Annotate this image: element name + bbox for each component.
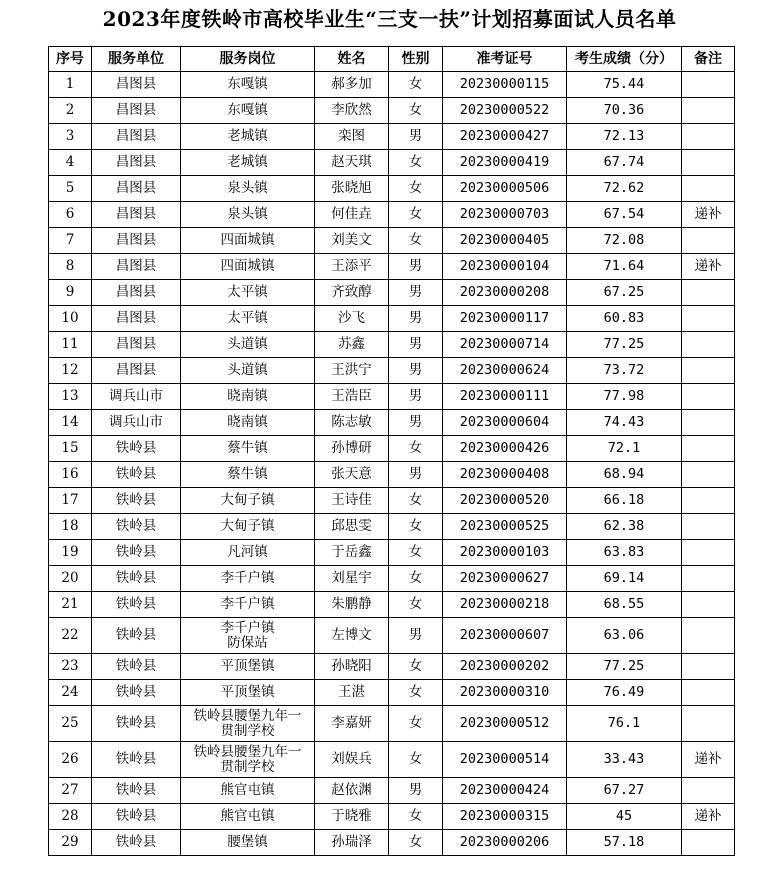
cell-post: 平顶堡镇 [181, 680, 315, 706]
cell-gender: 女 [389, 98, 443, 124]
cell-no: 18 [49, 514, 92, 540]
cell-name: 张天意 [315, 462, 389, 488]
table-row [49, 150, 735, 176]
cell-unit: 昌图县 [92, 72, 181, 98]
cell-unit: 铁岭县 [92, 654, 181, 680]
cell-no: 3 [49, 124, 92, 150]
cell-name: 孙瑞泽 [315, 830, 389, 856]
cell-gender: 女 [389, 150, 443, 176]
cell-score: 62.38 [567, 514, 682, 540]
cell-score: 72.1 [567, 436, 682, 462]
cell-post: 铁岭县腰堡九年一 贯制学校 [181, 742, 315, 778]
cell-gender: 女 [389, 680, 443, 706]
cell-no: 1 [49, 72, 92, 98]
table-body [49, 72, 735, 856]
cell-score: 72.08 [567, 228, 682, 254]
cell-exam-id: 20230000512 [443, 706, 567, 742]
cell-score: 66.18 [567, 488, 682, 514]
table-row [49, 804, 735, 830]
table-row [49, 566, 735, 592]
table-row [49, 618, 735, 654]
table-row [49, 488, 735, 514]
cell-note: 递补 [682, 742, 735, 778]
cell-gender: 女 [389, 514, 443, 540]
cell-note [682, 488, 735, 514]
cell-post: 四面城镇 [181, 254, 315, 280]
cell-score: 70.36 [567, 98, 682, 124]
cell-gender: 女 [389, 706, 443, 742]
cell-unit: 昌图县 [92, 176, 181, 202]
table-row [49, 254, 735, 280]
cell-no: 4 [49, 150, 92, 176]
cell-score: 60.83 [567, 306, 682, 332]
cell-exam-id: 20230000627 [443, 566, 567, 592]
cell-post: 头道镇 [181, 332, 315, 358]
cell-name: 栾图 [315, 124, 389, 150]
cell-unit: 铁岭县 [92, 462, 181, 488]
cell-unit: 铁岭县 [92, 778, 181, 804]
cell-gender: 男 [389, 306, 443, 332]
table-row [49, 384, 735, 410]
cell-unit: 铁岭县 [92, 566, 181, 592]
cell-score: 71.64 [567, 254, 682, 280]
cell-exam-id: 20230000315 [443, 804, 567, 830]
cell-note [682, 706, 735, 742]
cell-score: 72.62 [567, 176, 682, 202]
cell-unit: 铁岭县 [92, 618, 181, 654]
cell-post: 蔡牛镇 [181, 462, 315, 488]
table-row [49, 706, 735, 742]
cell-gender: 女 [389, 804, 443, 830]
cell-post: 铁岭县腰堡九年一 贯制学校 [181, 706, 315, 742]
cell-no: 22 [49, 618, 92, 654]
cell-unit: 昌图县 [92, 358, 181, 384]
cell-post: 李千户镇 防保站 [181, 618, 315, 654]
table-row [49, 332, 735, 358]
cell-exam-id: 20230000310 [443, 680, 567, 706]
cell-exam-id: 20230000208 [443, 280, 567, 306]
cell-name: 李欣然 [315, 98, 389, 124]
cell-score: 77.25 [567, 654, 682, 680]
cell-gender: 女 [389, 72, 443, 98]
cell-note [682, 228, 735, 254]
cell-name: 沙飞 [315, 306, 389, 332]
cell-post: 大甸子镇 [181, 514, 315, 540]
cell-score: 67.27 [567, 778, 682, 804]
cell-post: 李千户镇 [181, 592, 315, 618]
table-row [49, 514, 735, 540]
table-row [49, 436, 735, 462]
cell-no: 21 [49, 592, 92, 618]
table-row [49, 280, 735, 306]
cell-note [682, 540, 735, 566]
cell-name: 刘星宇 [315, 566, 389, 592]
cell-name: 齐致醇 [315, 280, 389, 306]
cell-unit: 铁岭县 [92, 592, 181, 618]
cell-no: 14 [49, 410, 92, 436]
cell-exam-id: 20230000506 [443, 176, 567, 202]
cell-name: 王诗佳 [315, 488, 389, 514]
cell-exam-id: 20230000115 [443, 72, 567, 98]
cell-unit: 铁岭县 [92, 830, 181, 856]
cell-no: 8 [49, 254, 92, 280]
cell-exam-id: 20230000117 [443, 306, 567, 332]
cell-score: 57.18 [567, 830, 682, 856]
cell-no: 26 [49, 742, 92, 778]
cell-gender: 男 [389, 280, 443, 306]
cell-note [682, 618, 735, 654]
cell-no: 12 [49, 358, 92, 384]
cell-exam-id: 20230000520 [443, 488, 567, 514]
column-header-exam-id: 准考证号 [443, 47, 567, 72]
cell-gender: 女 [389, 202, 443, 228]
cell-name: 于晓雅 [315, 804, 389, 830]
cell-score: 67.25 [567, 280, 682, 306]
table-row [49, 680, 735, 706]
cell-exam-id: 20230000522 [443, 98, 567, 124]
cell-no: 28 [49, 804, 92, 830]
page-title: 2023年度铁岭市高校毕业生“三支一扶”计划招募面试人员名单 [102, 7, 677, 31]
cell-no: 16 [49, 462, 92, 488]
cell-name: 陈志敏 [315, 410, 389, 436]
cell-name: 王添平 [315, 254, 389, 280]
cell-name: 郝多加 [315, 72, 389, 98]
cell-exam-id: 20230000703 [443, 202, 567, 228]
cell-gender: 男 [389, 410, 443, 436]
cell-unit: 昌图县 [92, 124, 181, 150]
column-header-note: 备注 [682, 47, 735, 72]
cell-unit: 调兵山市 [92, 410, 181, 436]
cell-note [682, 654, 735, 680]
cell-exam-id: 20230000218 [443, 592, 567, 618]
cell-name: 于岳鑫 [315, 540, 389, 566]
cell-note: 递补 [682, 254, 735, 280]
cell-name: 何佳垚 [315, 202, 389, 228]
cell-gender: 男 [389, 358, 443, 384]
cell-name: 赵依渊 [315, 778, 389, 804]
cell-unit: 铁岭县 [92, 706, 181, 742]
cell-note [682, 680, 735, 706]
cell-name: 朱鹏静 [315, 592, 389, 618]
cell-gender: 女 [389, 540, 443, 566]
cell-unit: 铁岭县 [92, 742, 181, 778]
cell-post: 腰堡镇 [181, 830, 315, 856]
cell-exam-id: 20230000714 [443, 332, 567, 358]
table-row [49, 462, 735, 488]
table-row [49, 124, 735, 150]
cell-gender: 男 [389, 462, 443, 488]
cell-gender: 男 [389, 618, 443, 654]
table-row [49, 358, 735, 384]
cell-post: 晓南镇 [181, 384, 315, 410]
table-row [49, 306, 735, 332]
table-row [49, 778, 735, 804]
table-row [49, 830, 735, 856]
cell-gender: 男 [389, 124, 443, 150]
cell-unit: 昌图县 [92, 150, 181, 176]
cell-post: 李千户镇 [181, 566, 315, 592]
cell-gender: 女 [389, 488, 443, 514]
cell-note [682, 72, 735, 98]
cell-no: 19 [49, 540, 92, 566]
cell-no: 7 [49, 228, 92, 254]
cell-post: 平顶堡镇 [181, 654, 315, 680]
cell-gender: 女 [389, 566, 443, 592]
cell-unit: 铁岭县 [92, 436, 181, 462]
cell-post: 头道镇 [181, 358, 315, 384]
cell-post: 四面城镇 [181, 228, 315, 254]
cell-note [682, 592, 735, 618]
table-row [49, 72, 735, 98]
cell-exam-id: 20230000206 [443, 830, 567, 856]
cell-no: 17 [49, 488, 92, 514]
cell-name: 邱思雯 [315, 514, 389, 540]
cell-score: 73.72 [567, 358, 682, 384]
cell-post: 大甸子镇 [181, 488, 315, 514]
cell-gender: 男 [389, 778, 443, 804]
table-row [49, 540, 735, 566]
cell-note [682, 778, 735, 804]
cell-note [682, 410, 735, 436]
cell-unit: 昌图县 [92, 98, 181, 124]
cell-no: 5 [49, 176, 92, 202]
cell-score: 77.25 [567, 332, 682, 358]
cell-exam-id: 20230000408 [443, 462, 567, 488]
cell-score: 76.1 [567, 706, 682, 742]
cell-score: 76.49 [567, 680, 682, 706]
cell-post: 老城镇 [181, 124, 315, 150]
column-header-post: 服务岗位 [181, 47, 315, 72]
cell-note [682, 98, 735, 124]
cell-unit: 铁岭县 [92, 804, 181, 830]
cell-unit: 铁岭县 [92, 680, 181, 706]
cell-exam-id: 20230000604 [443, 410, 567, 436]
cell-unit: 铁岭县 [92, 514, 181, 540]
cell-score: 67.74 [567, 150, 682, 176]
cell-gender: 女 [389, 654, 443, 680]
cell-gender: 男 [389, 332, 443, 358]
table-row [49, 98, 735, 124]
cell-post: 凡河镇 [181, 540, 315, 566]
cell-no: 11 [49, 332, 92, 358]
cell-score: 74.43 [567, 410, 682, 436]
cell-exam-id: 20230000202 [443, 654, 567, 680]
cell-name: 孙晓阳 [315, 654, 389, 680]
cell-score: 63.83 [567, 540, 682, 566]
cell-note [682, 436, 735, 462]
cell-no: 13 [49, 384, 92, 410]
cell-exam-id: 20230000419 [443, 150, 567, 176]
column-header-no: 序号 [49, 47, 92, 72]
cell-exam-id: 20230000624 [443, 358, 567, 384]
cell-note [682, 332, 735, 358]
cell-post: 泉头镇 [181, 176, 315, 202]
cell-exam-id: 20230000103 [443, 540, 567, 566]
cell-post: 老城镇 [181, 150, 315, 176]
cell-note [682, 176, 735, 202]
cell-post: 晓南镇 [181, 410, 315, 436]
cell-unit: 昌图县 [92, 280, 181, 306]
cell-post: 熊官屯镇 [181, 804, 315, 830]
cell-no: 10 [49, 306, 92, 332]
cell-gender: 女 [389, 830, 443, 856]
cell-exam-id: 20230000427 [443, 124, 567, 150]
cell-unit: 调兵山市 [92, 384, 181, 410]
table-row [49, 202, 735, 228]
cell-name: 王湛 [315, 680, 389, 706]
cell-gender: 女 [389, 436, 443, 462]
cell-name: 李嘉妍 [315, 706, 389, 742]
cell-name: 苏鑫 [315, 332, 389, 358]
table-row [49, 742, 735, 778]
cell-name: 刘娱兵 [315, 742, 389, 778]
cell-note: 递补 [682, 202, 735, 228]
cell-gender: 女 [389, 228, 443, 254]
cell-score: 45 [567, 804, 682, 830]
cell-name: 刘美文 [315, 228, 389, 254]
cell-note [682, 280, 735, 306]
cell-post: 蔡牛镇 [181, 436, 315, 462]
cell-exam-id: 20230000104 [443, 254, 567, 280]
cell-gender: 女 [389, 592, 443, 618]
cell-no: 29 [49, 830, 92, 856]
cell-gender: 女 [389, 742, 443, 778]
cell-score: 63.06 [567, 618, 682, 654]
cell-post: 东嘎镇 [181, 98, 315, 124]
cell-no: 6 [49, 202, 92, 228]
cell-note [682, 384, 735, 410]
cell-name: 王浩臣 [315, 384, 389, 410]
cell-no: 27 [49, 778, 92, 804]
cell-no: 24 [49, 680, 92, 706]
cell-note [682, 358, 735, 384]
cell-post: 泉头镇 [181, 202, 315, 228]
cell-no: 2 [49, 98, 92, 124]
cell-score: 68.55 [567, 592, 682, 618]
cell-no: 25 [49, 706, 92, 742]
cell-gender: 男 [389, 384, 443, 410]
cell-note [682, 566, 735, 592]
cell-score: 75.44 [567, 72, 682, 98]
cell-no: 9 [49, 280, 92, 306]
table-row [49, 592, 735, 618]
cell-note [682, 462, 735, 488]
cell-exam-id: 20230000424 [443, 778, 567, 804]
cell-score: 72.13 [567, 124, 682, 150]
cell-note [682, 150, 735, 176]
cell-exam-id: 20230000607 [443, 618, 567, 654]
cell-name: 孙博研 [315, 436, 389, 462]
interview-roster-table [48, 46, 735, 856]
cell-note: 递补 [682, 804, 735, 830]
cell-unit: 昌图县 [92, 332, 181, 358]
cell-post: 太平镇 [181, 280, 315, 306]
cell-unit: 昌图县 [92, 202, 181, 228]
column-header-score: 考生成绩（分） [567, 47, 682, 72]
cell-score: 33.43 [567, 742, 682, 778]
cell-name: 左博文 [315, 618, 389, 654]
cell-name: 赵天琪 [315, 150, 389, 176]
cell-unit: 铁岭县 [92, 488, 181, 514]
cell-exam-id: 20230000405 [443, 228, 567, 254]
cell-gender: 女 [389, 176, 443, 202]
cell-exam-id: 20230000525 [443, 514, 567, 540]
table-row [49, 654, 735, 680]
column-header-name: 姓名 [315, 47, 389, 72]
cell-unit: 昌图县 [92, 306, 181, 332]
cell-exam-id: 20230000514 [443, 742, 567, 778]
cell-exam-id: 20230000426 [443, 436, 567, 462]
column-header-unit: 服务单位 [92, 47, 181, 72]
cell-no: 20 [49, 566, 92, 592]
table-row [49, 176, 735, 202]
cell-unit: 昌图县 [92, 228, 181, 254]
table-header-row [49, 47, 735, 72]
cell-note [682, 306, 735, 332]
table-row [49, 228, 735, 254]
cell-name: 张晓旭 [315, 176, 389, 202]
cell-no: 23 [49, 654, 92, 680]
column-header-gender: 性别 [389, 47, 443, 72]
cell-score: 67.54 [567, 202, 682, 228]
cell-score: 77.98 [567, 384, 682, 410]
cell-post: 东嘎镇 [181, 72, 315, 98]
cell-post: 太平镇 [181, 306, 315, 332]
cell-exam-id: 20230000111 [443, 384, 567, 410]
cell-unit: 昌图县 [92, 254, 181, 280]
cell-unit: 铁岭县 [92, 540, 181, 566]
cell-gender: 男 [389, 254, 443, 280]
cell-score: 69.14 [567, 566, 682, 592]
cell-note [682, 514, 735, 540]
cell-no: 15 [49, 436, 92, 462]
cell-score: 68.94 [567, 462, 682, 488]
cell-name: 王洪宁 [315, 358, 389, 384]
cell-note [682, 830, 735, 856]
cell-note [682, 124, 735, 150]
cell-post: 熊官屯镇 [181, 778, 315, 804]
table-row [49, 410, 735, 436]
